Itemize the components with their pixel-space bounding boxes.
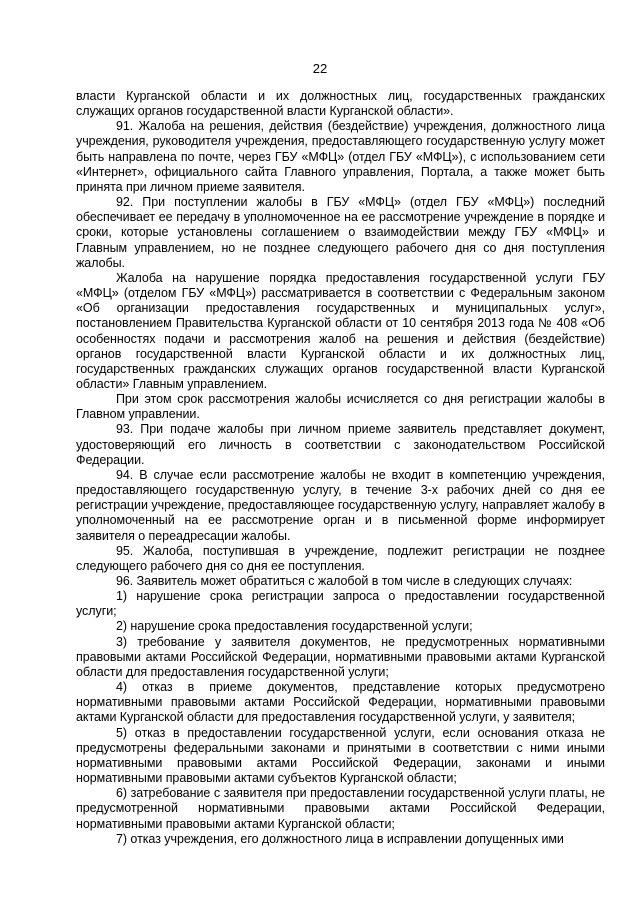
list-item-1: 1) нарушение срока регистрации запроса о предоставлении государственной услуги; bbox=[76, 589, 605, 619]
paragraph-92-complaint-procedure: Жалоба на нарушение порядка предоставления государственной услуги ГБУ «МФЦ» (отделом ГБУ «МФЦ») рассматривается в соответствии с Федеральным законом «Об организации предоставления государственных и муниципальных услуг», постановлением Правительства Курганской области от 10 сентября 2013 года № 408 «Об особенностях подачи и рассмотрения жалоб на решения и действия (бездействие) органов государственной власти Курганской области и их должностных лиц, государственных гражданских служащих органов государственной власти Курганской области» Главным управлением. bbox=[76, 270, 605, 391]
list-item-2: 2) нарушение срока предоставления государственной услуги; bbox=[116, 619, 473, 634]
paragraph-continuation: власти Курганской области и их должностных лиц, государственных гражданских служащих органов государственной власти Курганской области». bbox=[76, 89, 605, 119]
page-number: 22 bbox=[312, 61, 328, 76]
paragraph-95: 95. Жалоба, поступившая в учреждение, подлежит регистрации не позднее следующего рабочего дня со дня ее поступления. bbox=[76, 543, 605, 573]
paragraph-93: 93. При подаче жалобы при личном приеме заявитель представляет документ, удостоверяющий его личность в соответствии с законодательством Российской Федерации. bbox=[76, 422, 605, 467]
list-item-5: 5) отказ в предоставлении государственной услуги, если основания отказа не предусмотрены федеральными законами и принятыми в соответствии с ними иными нормативными правовыми актами Российской Федерации, законами и иными нормативными правовыми актами субъектов Курганской области; bbox=[76, 725, 605, 786]
paragraph-94: 94. В случае если рассмотрение жалобы не входит в компетенцию учреждения, предоставляющего государственную услугу, в течение 3-х рабочих дней со дня ее регистрации учреждение, предоставляющее государственную услугу, направляет жалобу в уполномоченный на ее рассмотрение орган и в письменной форме информирует заявителя о переадресации жалобы. bbox=[76, 467, 605, 543]
list-item-4: 4) отказ в приеме документов, представление которых предусмотрено нормативными правовыми актами Российской Федерации, нормативными правовыми актами Курганской области для предоставления государственной услуги, у заявителя; bbox=[76, 680, 605, 725]
paragraph-91: 91. Жалоба на решения, действия (бездействие) учреждения, должностного лица учреждения, руководителя учреждения, предоставляющего государственную услугу может быть направлена по почте, через ГБУ «МФЦ» (отдел ГБУ «МФЦ»), с использованием сети «Интернет», официального сайта Главного управления, Портала, а также может быть принята при личном приеме заявителя. bbox=[76, 119, 605, 194]
document-body bbox=[76, 89, 605, 847]
list-item-3: 3) требование у заявителя документов, не предусмотренных нормативными правовыми актами Российской Федерации, нормативными правовыми актами Курганской области для предоставления государственной услуги; bbox=[76, 634, 605, 679]
paragraph-96: 96. Заявитель может обратиться с жалобой в том числе в следующих случаях: bbox=[116, 574, 573, 588]
list-item-7: 7) отказ учреждения, его должностного лица в исправлении допущенных ими bbox=[116, 831, 564, 846]
paragraph-92-review-term: При этом срок рассмотрения жалобы исчисляется со дня регистрации жалобы в Главном управлении. bbox=[76, 392, 605, 422]
paragraph-92: 92. При поступлении жалобы в ГБУ «МФЦ» (отдел ГБУ «МФЦ») последний обеспечивает ее передачу в уполномоченное на ее рассмотрение учреждение в порядке и сроки, которые установлены соглашением о взаимодействии между ГБУ «МФЦ» и Главным управлением, но не позднее следующего рабочего дня со дня поступления жалобы. bbox=[76, 195, 605, 270]
list-item-6: 6) затребование с заявителя при предоставлении государственной услуги платы, не предусмотренной нормативными правовыми актами Российской Федерации, нормативными правовыми актами Курганской области; bbox=[76, 786, 605, 831]
